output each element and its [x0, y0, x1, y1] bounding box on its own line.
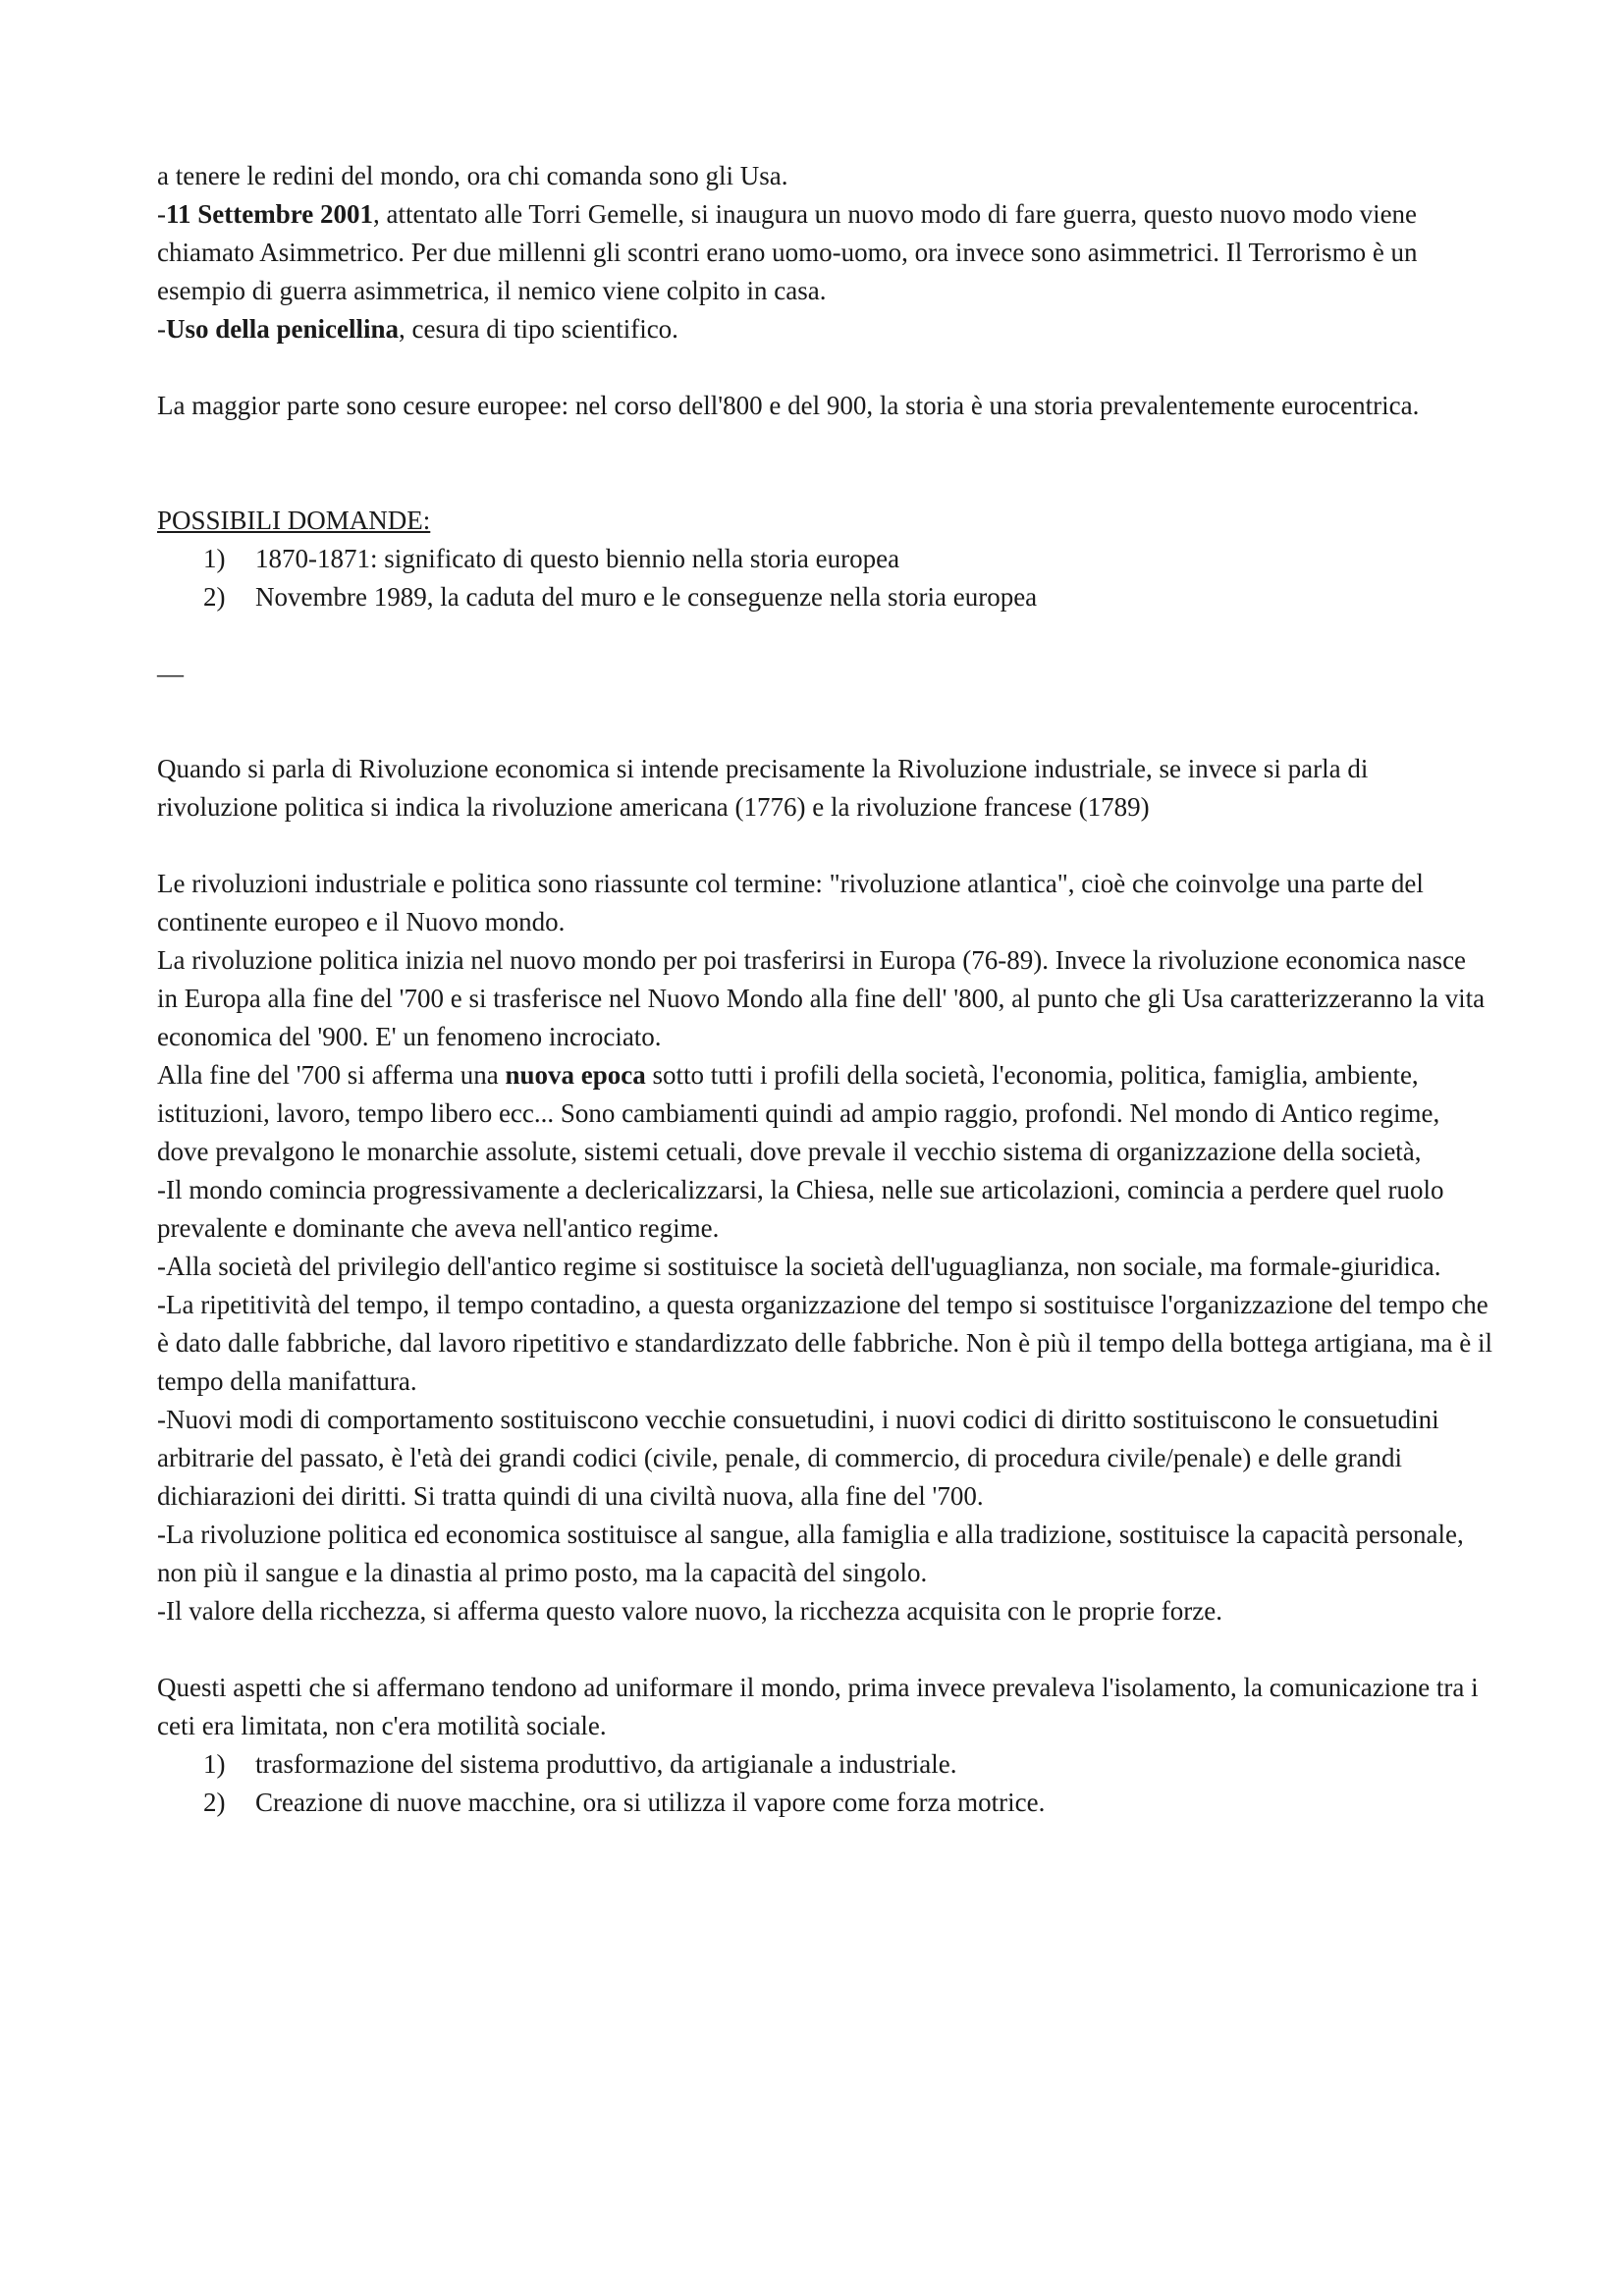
- section-heading: POSSIBILI DOMANDE:: [157, 506, 431, 535]
- paragraph: -Il mondo comincia progressivamente a declericalizzarsi, la Chiesa, nelle sue articolazioni, comincia a perdere quel ruolo prevalente e dominante che aveva nell'antico regime.: [157, 1175, 1444, 1243]
- paragraph: Alla fine del '700 si afferma una nuova epoca sotto tutti i profili della società, l'economia, politica, famiglia, ambiente, istituzioni, lavoro, tempo libero ecc... Sono cambiamenti quindi ad ampio raggio, profondi. Nel mondo di Antico regime, dove prevalgono le monarchie assolute, sistemi cetuali, dove prevale il vecchio sistema di organizzazione della società,: [157, 1060, 1440, 1166]
- list-item: 1) trasformazione del sistema produttivo, da artigianale a industriale.: [157, 1745, 1492, 1784]
- list-number: 1): [203, 544, 226, 573]
- bold-text: 11 Settembre 2001: [166, 199, 373, 229]
- list-number: 1): [203, 1749, 226, 1779]
- list-item: 2) Novembre 1989, la caduta del muro e le conseguenze nella storia europea: [157, 578, 1492, 616]
- list-number: 2): [203, 582, 226, 612]
- paragraph: Quando si parla di Rivoluzione economica si intende precisamente la Rivoluzione industriale, se invece si parla di rivoluzione politica si indica la rivoluzione americana (1776) e la rivoluzione francese (1789): [157, 754, 1369, 822]
- list-item: 2) Creazione di nuove macchine, ora si utilizza il vapore come forza motrice.: [157, 1784, 1492, 1822]
- paragraph: -Uso della penicellina, cesura di tipo scientifico.: [157, 314, 678, 344]
- paragraph: a tenere le redini del mondo, ora chi comanda sono gli Usa.: [157, 161, 788, 190]
- paragraph: La rivoluzione politica inizia nel nuovo mondo per poi trasferirsi in Europa (76-89). Invece la rivoluzione economica nasce in Europa alla fine del '700 e si trasferisce nel Nuovo Mondo alla fine dell' '800, al punto che gli Usa caratterizzeranno la vita economica del '900. E' un fenomeno incrociato.: [157, 945, 1486, 1051]
- list-item: 1) 1870-1871: significato di questo biennio nella storia europea: [157, 540, 1492, 578]
- paragraph: -Alla società del privilegio dell'antico regime si sostituisce la società dell'uguaglianza, non sociale, ma formale-giuridica.: [157, 1252, 1441, 1281]
- paragraph: -Il valore della ricchezza, si afferma questo valore nuovo, la ricchezza acquisita con le proprie forze.: [157, 1596, 1222, 1626]
- document-page: [157, 157, 1492, 1822]
- bold-text: Uso della penicellina: [166, 314, 400, 344]
- paragraph: La maggior parte sono cesure europee: nel corso dell'800 e del 900, la storia è una storia prevalentemente eurocentrica.: [157, 391, 1420, 420]
- paragraph: -11 Settembre 2001, attentato alle Torri Gemelle, si inaugura un nuovo modo di fare guerra, questo nuovo modo viene chiamato Asimmetrico. Per due millenni gli scontri erano uomo-uomo, ora invece sono asimmetrici. Il Terrorismo è un esempio di guerra asimmetrica, il nemico viene colpito in casa.: [157, 199, 1418, 305]
- paragraph: -La ripetitività del tempo, il tempo contadino, a questa organizzazione del tempo si sostituisce l'organizzazione del tempo che è dato dalle fabbriche, dal lavoro ripetitivo e standardizzato delle fabbriche. Non è più il tempo della bottega artigiana, ma è il tempo della manifattura.: [157, 1290, 1492, 1396]
- paragraph: -La rivoluzione politica ed economica sostituisce al sangue, alla famiglia e alla tradizione, sostituisce la capacità personale, non più il sangue e la dinastia al primo posto, ma la capacità del singolo.: [157, 1520, 1464, 1587]
- paragraph: Le rivoluzioni industriale e politica sono riassunte col termine: "rivoluzione atlantica", cioè che coinvolge una parte del continente europeo e il Nuovo mondo.: [157, 869, 1424, 936]
- paragraph: -Nuovi modi di comportamento sostituiscono vecchie consuetudini, i nuovi codici di diritto sostituiscono le consuetudini arbitrarie del passato, è l'età dei grandi codici (civile, penale, di commercio, di procedura civile/penale) e delle grandi dichiarazioni dei diritti. Si tratta quindi di una civiltà nuova, alla fine del '700.: [157, 1405, 1439, 1511]
- list-number: 2): [203, 1788, 226, 1817]
- bold-text: nuova epoca: [505, 1060, 646, 1090]
- separator: —: [157, 659, 184, 688]
- paragraph: Questi aspetti che si affermano tendono ad uniformare il mondo, prima invece prevaleva l'isolamento, la comunicazione tra i ceti era limitata, non c'era motilità sociale.: [157, 1673, 1479, 1740]
